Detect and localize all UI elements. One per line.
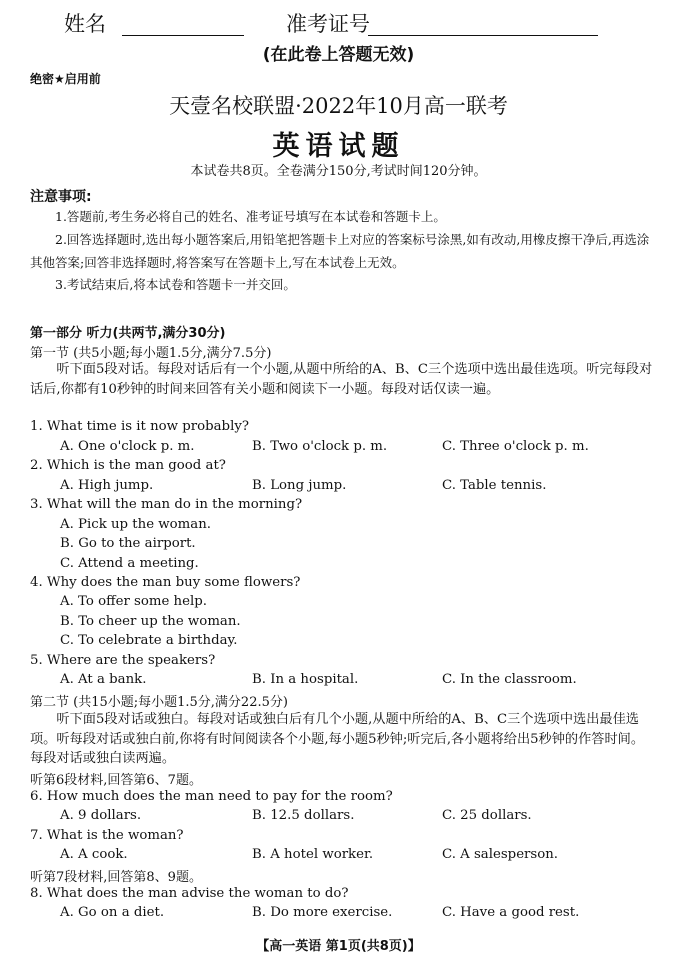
exam-info: 本试卷共8页。全卷满分150分,考试时间120分钟。	[190, 164, 487, 179]
q6-option-b: B. 12.5 dollars.	[252, 808, 355, 823]
q4-option-c: C. To celebrate a birthday.	[60, 633, 238, 648]
q1-option-b: B. Two o'clock p. m.	[252, 439, 388, 454]
q5-option-b: B. In a hospital.	[252, 672, 359, 687]
notice-item-2: 2.回答选择题时,选出每小题答案后,用铅笔把答题卡上对应的答案标号涂黑,如有改动,用橡皮擦干净后,再选涂其他答案;回答非选择题时,将答案写在答题卡上,写在本试卷上无效。	[30, 232, 650, 270]
name-blank-line	[122, 35, 244, 36]
subject-title: 英语试题	[272, 131, 405, 162]
page-footer: 【高一英语 第1页(共8页)】	[256, 939, 421, 954]
question-8: 8. What does the man advise the woman to do?	[30, 886, 349, 901]
q4-option-a: A. To offer some help.	[60, 594, 207, 609]
question-2: 2. Which is the man good at?	[30, 458, 226, 473]
notice-item-1: 1.答题前,考生务必将自己的姓名、准考证号填写在本试卷和答题卡上。	[55, 209, 446, 224]
q2-option-c: C. Table tennis.	[442, 478, 547, 493]
q3-option-a: A. Pick up the woman.	[60, 517, 212, 532]
exam-no-label: 准考证号	[286, 12, 370, 36]
question-3: 3. What will the man do in the morning?	[30, 497, 303, 512]
part1-heading: 第一部分 听力(共两节,满分30分)	[30, 326, 226, 341]
q8-option-b: B. Do more exercise.	[252, 905, 393, 920]
q3-option-b: B. Go to the airport.	[60, 536, 196, 551]
q8-option-c: C. Have a good rest.	[442, 905, 580, 920]
q2-option-b: B. Long jump.	[252, 478, 347, 493]
name-label: 姓名	[64, 12, 106, 36]
material-6-note: 听第6段材料,回答第6、7题。	[30, 773, 202, 788]
q6-option-a: A. 9 dollars.	[60, 808, 142, 823]
q7-option-a: A. A cook.	[60, 847, 128, 862]
notice-heading: 注意事项:	[30, 189, 92, 205]
candidate-info-header	[64, 8, 657, 36]
question-5: 5. Where are the speakers?	[30, 653, 216, 668]
notice-item-3: 3.考试结束后,将本试卷和答题卡一并交回。	[55, 277, 296, 292]
q4-option-b: B. To cheer up the woman.	[60, 614, 241, 629]
q7-option-c: C. A salesperson.	[442, 847, 559, 862]
section2-heading: 第二节 (共15小题;每小题1.5分,满分22.5分)	[30, 695, 288, 710]
q1-option-c: C. Three o'clock p. m.	[442, 439, 589, 454]
section1-heading: 第一节 (共5小题;每小题1.5分,满分7.5分)	[30, 346, 272, 361]
question-7: 7. What is the woman?	[30, 828, 184, 843]
q5-option-a: A. At a bank.	[60, 672, 147, 687]
question-4: 4. Why does the man buy some flowers?	[30, 575, 301, 590]
q3-option-c: C. Attend a meeting.	[60, 556, 199, 571]
q2-option-a: A. High jump.	[60, 478, 154, 493]
question-6: 6. How much does the man need to pay for the room?	[30, 789, 393, 804]
secret-mark: 绝密★启用前	[30, 72, 101, 86]
exam-no-blank-line	[368, 35, 598, 36]
section1-instructions: 听下面5段对话。每段对话后有一个小题,从题中所给的A、B、C三个选项中选出最佳选项。听完每段对话后,你都有10秒钟的时间来回答有关小题和阅读下一小题。每段对话仅读一遍。	[30, 362, 653, 397]
q5-option-c: C. In the classroom.	[442, 672, 577, 687]
invalid-note: (在此卷上答题无效)	[262, 45, 415, 65]
q6-option-c: C. 25 dollars.	[442, 808, 532, 823]
material-7-note: 听第7段材料,回答第8、9题。	[30, 870, 202, 885]
exam-title: 天壹名校联盟·2022年10月高一联考	[169, 94, 508, 118]
q8-option-a: A. Go on a diet.	[60, 905, 165, 920]
q7-option-b: B. A hotel worker.	[252, 847, 374, 862]
q1-option-a: A. One o'clock p. m.	[60, 439, 195, 454]
section2-instructions: 听下面5段对话或独白。每段对话或独白后有几个小题,从题中所给的A、B、C三个选项中选出最佳选项。听每段对话或独白前,你将有时间阅读各个小题,每小题5秒钟;听完后,各小题将给出5秒钟的作答时间。每段对话或独白读两遍。	[30, 712, 645, 767]
question-1: 1. What time is it now probably?	[30, 419, 249, 434]
